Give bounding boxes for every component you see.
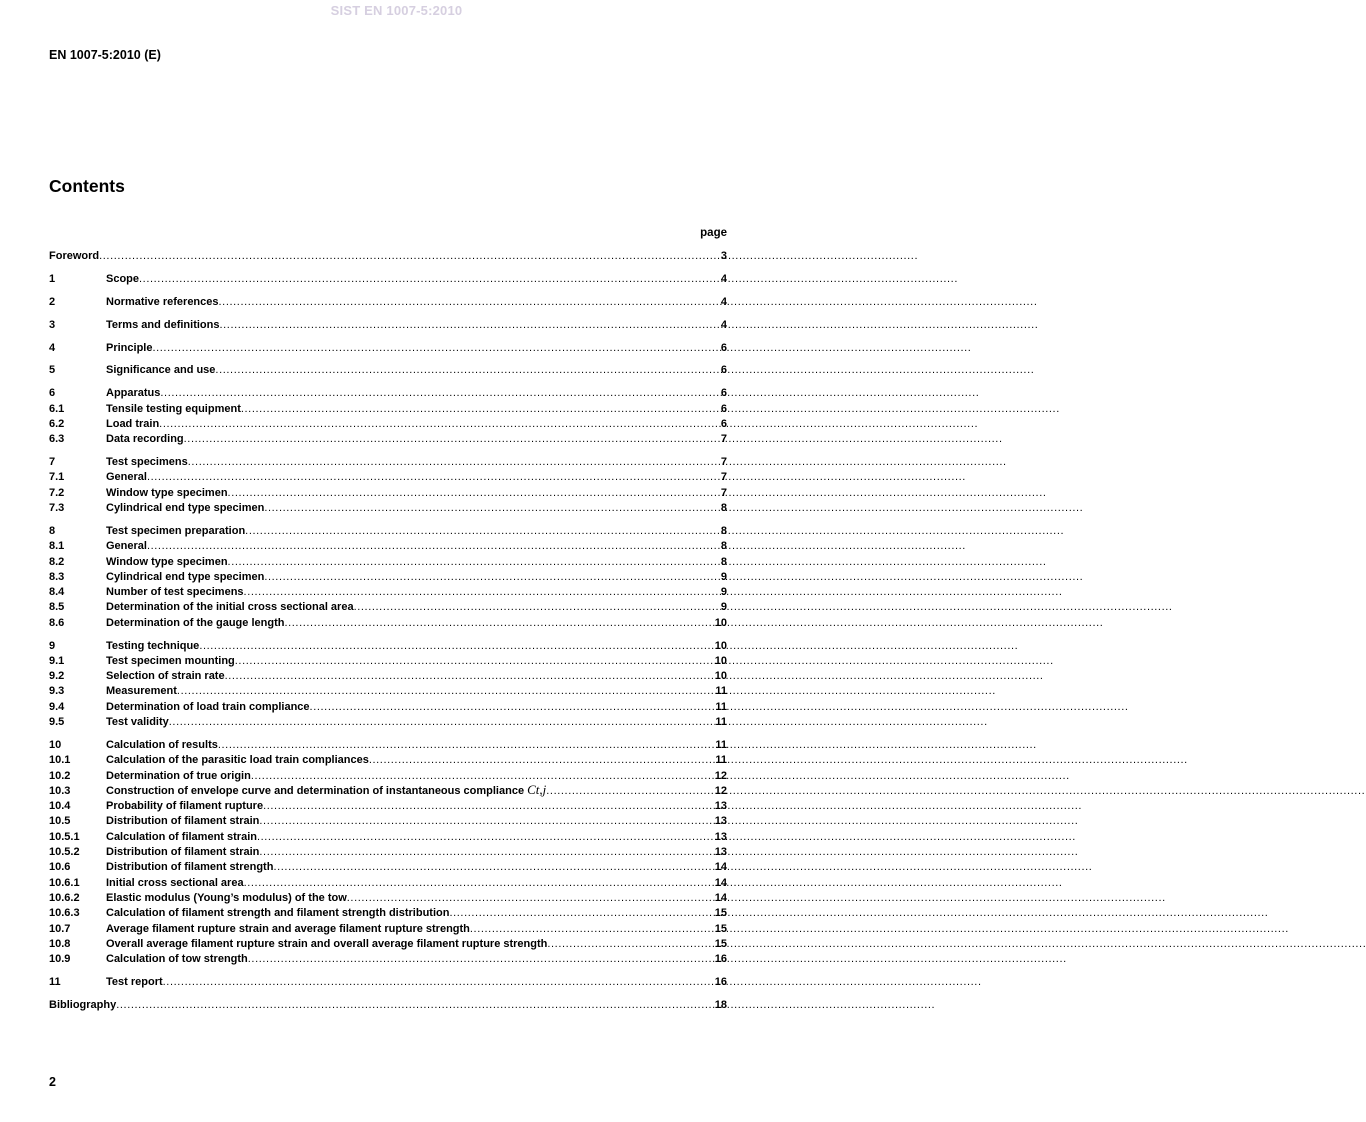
toc-entry-page: 6 [720,341,727,354]
toc-entry-title-text: Cylindrical end type specimen [106,502,265,515]
toc-entry[interactable] [49,937,727,952]
toc-entry-number: 7 [49,456,56,469]
toc-dot-leader [235,654,715,669]
toc-entry-page: 12 [714,784,727,797]
toc-entry-title [106,830,257,845]
toc-entry-page: 13 [714,815,727,828]
toc-entry[interactable] [49,616,727,631]
toc-entry-number: 5 [49,364,56,377]
toc-entry[interactable] [49,952,727,967]
toc-dot-leader [347,891,715,906]
toc-entry[interactable] [49,432,727,447]
toc-entry-number: 3 [49,318,56,331]
toc-entry-title [106,341,152,356]
toc-entry-number: 7.1 [49,471,65,484]
toc-entry-title-text: Calculation of results [106,738,218,751]
toc-entry-title [106,524,245,539]
toc-dot-leader [273,860,714,875]
toc-entry-title-text: Measurement [106,685,177,698]
toc-entry-title-text: Apparatus [106,387,161,400]
toc-entry-page: 18 [714,998,727,1011]
toc-entry-number: 8 [49,524,56,537]
toc-entry[interactable] [49,860,727,875]
toc-entry[interactable] [49,845,727,860]
toc-entry-title [106,363,215,378]
toc-entry-title [106,295,219,310]
toc-entry[interactable] [49,830,727,845]
toc-entry-title-text: Test specimen mounting [106,654,235,667]
toc-entry-title [106,975,163,990]
toc-entry-title [49,998,116,1013]
toc-entry[interactable] [49,922,727,937]
toc-entry-title [106,539,147,554]
toc-entry[interactable] [49,781,727,799]
toc-entry[interactable] [49,539,727,554]
toc-entry-title [49,249,99,264]
toc-entry-title [106,782,546,799]
toc-entry[interactable] [49,891,727,906]
toc-dot-leader [225,669,715,684]
toc-entry-page: 10 [714,616,727,629]
toc-entry-title [106,585,244,600]
toc-entry-page: 15 [714,922,727,935]
toc-entry-title-text: Test validity [106,716,169,729]
toc-entry-page: 10 [714,670,727,683]
toc-entry[interactable] [49,341,727,356]
toc-entry-number: 9.1 [49,654,65,667]
toc-entry-number: 10.1 [49,754,71,767]
toc-dot-leader [188,455,721,470]
toc-dot-leader [99,249,721,264]
toc-entry-title-text: Probability of filament rupture [106,800,264,813]
toc-entry-number: 10.5 [49,815,71,828]
toc-entry-page: 15 [714,907,727,920]
toc-entry-number: 8.5 [49,601,65,614]
toc-entry-number: 9.3 [49,685,65,698]
toc-entry[interactable] [49,272,727,287]
toc-entry[interactable] [49,470,727,485]
toc-entry-page: 4 [720,318,727,331]
toc-entry-title-text: Determination of the gauge length [106,616,285,629]
toc-dot-leader [244,876,715,891]
toc-dot-leader [354,600,721,615]
toc-entry-title-text: Significance and use [106,364,216,377]
toc-entry-title-text: General [106,540,147,553]
toc-entry-title-text: Principle [106,341,153,354]
toc-dot-leader [449,906,714,921]
toc-entry-title [106,402,241,417]
toc-entry[interactable] [49,639,727,654]
toc-entry-number: 9 [49,639,56,652]
toc-entry-number: 10.3 [49,784,71,797]
toc-entry-number: 11 [49,976,61,988]
toc-entry-page: 11 [715,716,727,729]
toc-entry[interactable] [49,570,727,585]
toc-entry-title [106,616,284,631]
toc-entry-title [106,860,273,875]
toc-dot-leader [147,539,721,554]
toc-entry-title-text: Window type specimen [106,555,228,568]
toc-entry-title [106,891,347,906]
toc-entry-title-text: Elastic modulus (Young’s modulus) of the tow [106,891,347,904]
toc-entry-page: 9 [720,570,727,583]
toc-entry-title [106,684,177,699]
toc-dot-leader [284,616,714,631]
toc-entry[interactable] [49,386,727,401]
toc-entry[interactable] [49,654,727,669]
toc-entry-page: 13 [714,830,727,843]
toc-dot-leader [241,402,721,417]
toc-entry[interactable] [49,363,727,378]
toc-entry-page: 7 [720,471,727,484]
toc-entry-title-text: General [106,471,147,484]
toc-entry-page: 4 [720,272,727,285]
watermark: SIST EN 1007-5:2010 [330,3,463,18]
toc-dot-leader [263,799,715,814]
document-id: EN 1007-5:2010 (E) [49,48,161,62]
toc-entry-number: 7.3 [49,502,65,515]
toc-dot-leader [228,486,721,501]
toc-entry-title [106,272,139,287]
toc-entry-title [106,937,547,952]
toc-entry-page: 13 [714,800,727,813]
toc-entry-title [106,470,147,485]
toc-entry[interactable] [49,486,727,501]
toc-entry-title-text: Foreword [49,250,100,262]
toc-entry-title [106,753,369,768]
toc-entry-number: 8.2 [49,555,65,568]
toc-dot-leader [259,814,714,829]
toc-entry-page: 14 [714,891,727,904]
toc-entry-number: 1 [49,272,56,285]
toc-entry-page: 3 [720,250,727,262]
toc-entry[interactable] [49,975,727,990]
toc-entry-title [106,386,160,401]
toc-entry[interactable] [49,998,727,1013]
page-number: 2 [49,1075,56,1089]
toc-entry-title [106,799,263,814]
toc-entry-page: 11 [715,685,727,698]
toc-entry-number: 10.9 [49,953,71,966]
toc-entry-title-text: Initial cross sectional area [106,876,244,889]
toc-entry-page: 11 [715,700,727,713]
toc-entry-number: 10.6.2 [49,891,80,904]
toc-entry-page: 14 [714,861,727,874]
contents-heading: Contents [49,176,125,196]
toc-entry[interactable] [49,318,727,333]
toc-entry-page: 7 [720,433,727,446]
toc-entry-page: 11 [715,754,727,767]
toc-entry-title-text: Scope [106,272,140,285]
toc-entry-page: 11 [715,738,727,751]
toc-entry-title [106,600,354,615]
toc-entry-number: 10.6 [49,861,71,874]
toc-entry-title [106,952,248,967]
toc-dot-leader [169,715,716,730]
toc-entry[interactable] [49,799,727,814]
toc-entry-title-text: Distribution of filament strain [106,815,260,828]
toc-entry[interactable] [49,906,727,921]
toc-entry-number: 10.6.1 [49,876,80,889]
toc-entry-title [106,318,219,333]
toc-entry-title-text: Tensile testing equipment [106,402,241,415]
toc-entry[interactable] [49,684,727,699]
toc-entry[interactable] [49,600,727,615]
toc-entry[interactable] [49,669,727,684]
toc-entry-number: 8.6 [49,616,65,629]
toc-dot-leader [369,753,716,768]
toc-entry-page: 9 [720,586,727,599]
toc-entry-title [106,700,310,715]
toc-entry[interactable] [49,524,727,539]
toc-entry-page: 16 [714,976,727,988]
toc-entry-title-text: Determination of the initial cross sectional area [106,601,354,614]
toc-entry-page: 6 [720,417,727,430]
toc-entry-title [106,570,264,585]
toc-dot-leader [546,784,714,799]
toc-entry[interactable] [49,876,727,891]
toc-entry-title-text: Test report [106,976,163,988]
toc-entry-title [106,455,188,470]
toc-entry-title-text: Test specimens [106,456,188,469]
toc-entry-page: 9 [720,601,727,614]
toc-entry-number: 10.5.1 [49,830,80,843]
toc-dot-leader [159,417,721,432]
toc-entry-number: 6.2 [49,417,65,430]
toc-entry-page: 8 [720,502,727,515]
toc-entry-title-text: Normative references [106,295,219,308]
toc-dot-leader [163,975,715,990]
toc-dot-leader [259,845,714,860]
toc-entry-title [106,738,218,753]
toc-entry-title-text: Distribution of filament strain [106,846,260,859]
toc-dot-leader [547,937,714,952]
toc-dot-leader [184,432,721,447]
toc-entry-title-text: Load train [106,417,160,430]
toc-entry-title-text: Construction of envelope curve and determination of instantaneous compliance [106,784,528,797]
toc-entry-title-text: Data recording [106,433,184,446]
toc-entry-page: 15 [714,937,727,950]
toc-entry-title-text: Determination of load train compliance [106,700,310,713]
toc-dot-leader [152,341,720,356]
toc-entry-page: 4 [720,295,727,308]
toc-entry-title-text: Testing technique [106,639,200,652]
toc-entry-number: 2 [49,295,56,308]
toc-dot-leader [470,922,715,937]
toc-dot-leader [218,738,716,753]
toc-entry-number: 10.5.2 [49,846,80,859]
toc-entry-number: 9.5 [49,716,65,729]
toc-entry-title-text: Average filament rupture strain and average filament rupture strength [106,922,470,935]
toc-dot-leader [244,585,721,600]
toc-entry-title [106,906,449,921]
toc-entry-number: 10.8 [49,937,71,950]
toc-dot-leader [228,555,721,570]
toc-entry-number: 10.6.3 [49,907,80,920]
toc-entry-number: 8.4 [49,586,65,599]
toc-dot-leader [116,998,715,1013]
toc-entry-page: 8 [720,555,727,568]
toc-entry-number: 10.2 [49,769,71,782]
toc-entry-title [106,417,159,432]
toc-entry-title-text: Window type specimen [106,486,228,499]
toc-entry[interactable] [49,417,727,432]
toc-dot-leader [248,952,715,967]
toc-entry-page: 10 [714,639,727,652]
toc-entry-title [106,555,228,570]
toc-entry-title [106,486,228,501]
toc-entry-number: 10 [49,738,62,751]
toc-entry-page: 16 [714,953,727,966]
toc-entry-page: 8 [720,524,727,537]
toc-entry[interactable] [49,700,727,715]
toc-entry[interactable] [49,501,727,516]
toc-entry-page: 6 [720,364,727,377]
toc-dot-leader [219,295,721,310]
toc-entry-page: 10 [714,654,727,667]
toc-entry-number: 4 [49,341,56,354]
toc-entry-page: 8 [720,540,727,553]
toc-dot-leader [310,700,716,715]
toc-entry-title [106,814,259,829]
toc-entry-number: 8.1 [49,540,65,553]
toc-dot-leader [215,363,720,378]
toc-entry-number: 6.3 [49,433,65,446]
toc-entry[interactable] [49,814,727,829]
toc-entry-title-text: Test specimen preparation [106,524,246,537]
toc-dot-leader [257,830,715,845]
toc-entry[interactable] [49,715,727,730]
toc-dot-leader [177,684,715,699]
toc-entry-title-text: Calculation of the parasitic load train compliances [106,754,369,767]
table-of-contents [49,249,727,1013]
toc-entry-title [106,669,225,684]
toc-entry-title-text: Selection of strain rate [106,670,225,683]
toc-entry-page: 6 [720,387,727,400]
toc-dot-leader [264,501,721,516]
toc-entry-title [106,715,169,730]
toc-dot-leader [245,524,721,539]
toc-entry-page: 6 [720,402,727,415]
toc-entry[interactable] [49,753,727,768]
toc-entry-title-text: Bibliography [49,998,117,1011]
toc-entry-number: 9.4 [49,700,65,713]
toc-entry-number: 10.4 [49,800,71,813]
toc-entry[interactable] [49,455,727,470]
toc-entry[interactable] [49,555,727,570]
toc-entry-title-text: Distribution of filament strength [106,861,274,874]
toc-entry-page: 7 [720,486,727,499]
toc-dot-leader [199,639,714,654]
toc-entry-title-text: Terms and definitions [106,318,220,331]
toc-entry-title [106,432,184,447]
toc-dot-leader [219,318,720,333]
toc-entry-title-text: Cylindrical end type specimen [106,570,265,583]
toc-entry-page: 12 [714,769,727,782]
toc-entry-page: 14 [714,876,727,889]
toc-entry-title [106,876,244,891]
toc-entry-page: 13 [714,846,727,859]
toc-entry[interactable] [49,402,727,417]
toc-dot-leader [160,386,720,401]
toc-dot-leader [139,272,721,287]
toc-entry-title-text: Calculation of filament strain [106,830,257,843]
toc-entry-title-text: Calculation of filament strength and filament strength distribution [106,907,450,920]
toc-dot-leader [147,470,721,485]
toc-entry-title [106,922,470,937]
toc-entry-title-text: Overall average filament rupture strain and overall average filament rupture strength [106,937,548,950]
toc-entry-title [106,654,235,669]
toc-entry[interactable] [49,249,727,264]
toc-entry-number: 9.2 [49,670,65,683]
toc-dot-leader [264,570,721,585]
toc-entry-number: 6 [49,387,56,400]
toc-entry-title [106,639,199,654]
toc-entry-title-text: Calculation of tow strength [106,953,248,966]
toc-entry[interactable] [49,585,727,600]
toc-entry-number: 8.3 [49,570,65,583]
toc-entry-title [106,845,259,860]
toc-entry-title [106,501,264,516]
toc-entry-page: 7 [720,456,727,469]
toc-entry-number: 6.1 [49,402,65,415]
toc-entry-number: 10.7 [49,922,71,935]
page-column-label: page [700,227,727,239]
toc-entry[interactable] [49,738,727,753]
toc-entry[interactable] [49,295,727,310]
toc-entry-math-symbol: Ct,j [527,781,547,797]
toc-entry-title-text: Determination of true origin [106,769,251,782]
toc-entry-title-text: Number of test specimens [106,586,244,599]
toc-entry-number: 7.2 [49,486,65,499]
